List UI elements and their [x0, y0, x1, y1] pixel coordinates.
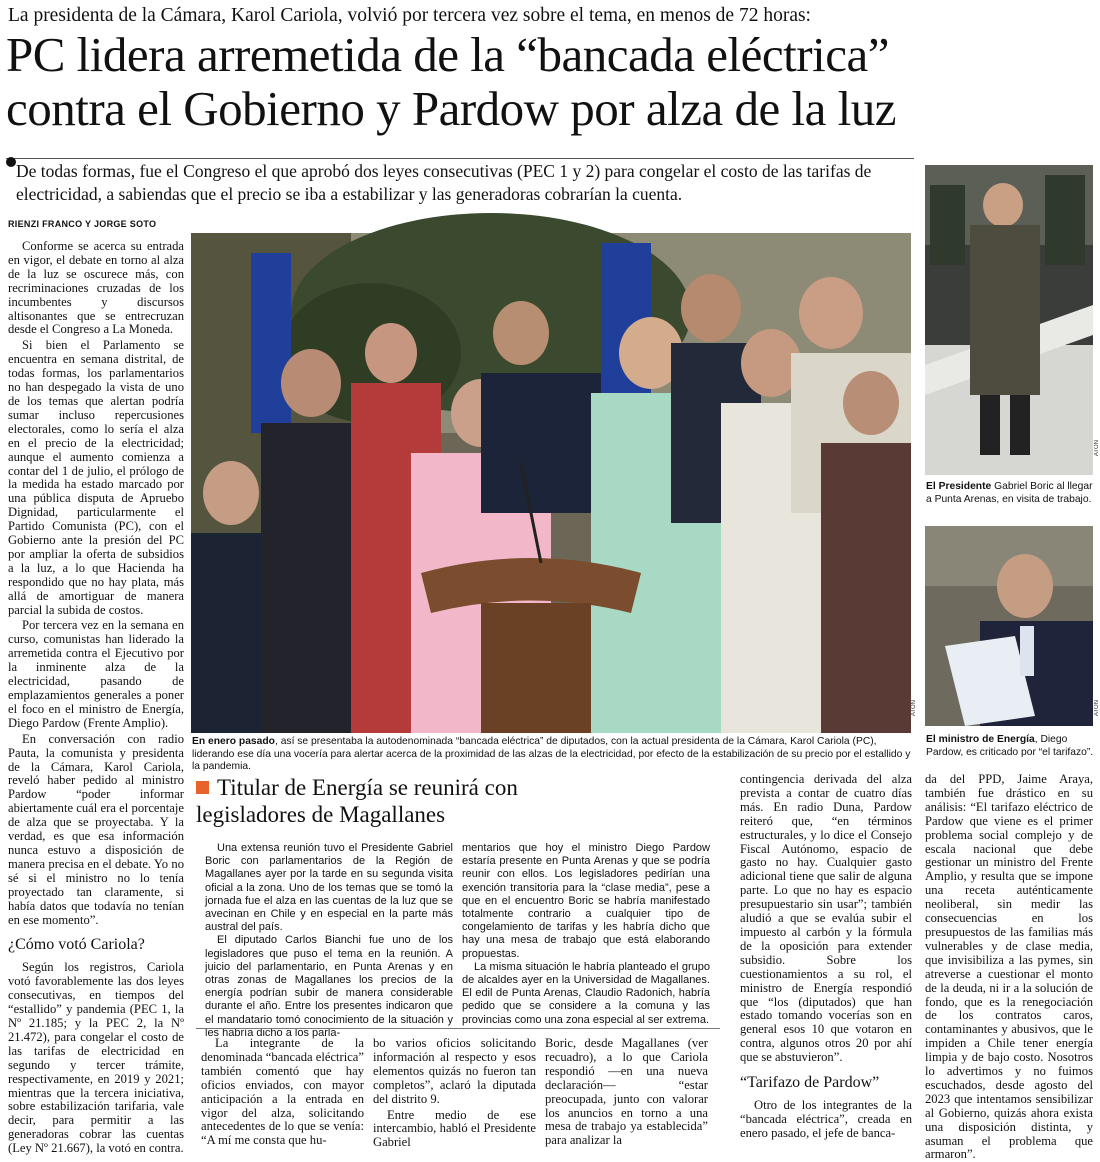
side-photo-1-caption: [926, 481, 1094, 506]
headline: [6, 28, 1096, 136]
paragraph: Otro de los integrantes de la “bancada eléctrica”, creada en enero pasado, el jefe de banca-: [740, 1098, 912, 1140]
caption-lead: En enero pasado: [192, 736, 275, 747]
paragraph: contingencia derivada del alza prevista a contar de cuatro días más. En radio Duna, Pardow reiteró que, “en términos estructurales, y lo dice el Consejo Fiscal Autónomo, espacio de gasto no hay. Cualquier gasto adicional tiene que salir de alguna parte. Lo que no hay es espacio presupuestario sin usar”; también aludió a que se evalúa subir el impuesto al carbón y la fórmula de la oposición para extender subsidio. Sobre los cuestionamientos a su rol, el ministro de Energía respondió que “los (diputados) que han estado tomando vocerías son en general esos 10 que votaron en contra, algunos otros 20 por ahí que se abstuvieron”.: [740, 772, 912, 1065]
paragraph: La integrante de la denominada “bancada eléctrica” también comentó que hay oficios enviados, con mayor anticipación a la entrada en vigor del alza, solicitando antecedentes de lo que se venía: “A mí me consta que hu-: [201, 1036, 364, 1148]
kicker: La presidenta de la Cámara, Karol Cariola, volvió por tercera vez sobre el tema, en menos de 72 horas:: [8, 5, 811, 26]
subhead: ¿Cómo votó Cariola?: [8, 936, 145, 954]
side-photo-president: [925, 165, 1093, 475]
caption-lead: El Presidente: [926, 481, 992, 492]
bullet-dot: [6, 157, 16, 167]
divider: [196, 1028, 720, 1029]
paragraph: Por tercera vez en la semana en curso, comunistas han liderado la arremetida contra el Ejecutivo por la inminente alza de la electricidad, pasando de emplazamientos generales a poner el foco en el ministro de Energía, Diego Pardow (Frente Amplio).: [8, 618, 184, 730]
caption-text: Gabriel Boric al llegar a Punta Arenas, en visita de trabajo.: [926, 481, 1093, 505]
article-column-4: [545, 1036, 708, 1148]
subhead: “Tarifazo de Pardow”: [740, 1074, 880, 1092]
box-headline: [196, 774, 716, 828]
divider: [6, 158, 914, 159]
paragraph: Entre medio de ese intercambio, habló el Presidente Gabriel: [373, 1107, 536, 1150]
side-photo-minister: [925, 526, 1093, 726]
main-photo: [191, 233, 911, 733]
article-column-3: [373, 1036, 536, 1150]
caption-text: , Diego Pardow, es criticado por “el tarifazo”.: [926, 734, 1094, 758]
article-column-1: [8, 239, 184, 1156]
article-column-6: [925, 772, 1093, 1162]
article-column-2: [201, 1036, 364, 1148]
paragraph: bo varios oficios solicitando información al respecto y esos elementos quizás no fueron tan completos”, aclaró la diputada del distrito 9.: [373, 1036, 536, 1106]
paragraph: El diputado Carlos Bianchi fue uno de los legisladores que puso el tema en la reunión. A juicio del parlamentario, en Punta Arenas y en otras zonas de Magallanes los precios de la energía podrían subir de manera considerable durante el año. Entre los presentes indicaron que el mandatario tomó conocimiento de la situación y les habría dicho a los parla-: [205, 934, 453, 1039]
paragraph: Si bien el Parlamento se encuentra en semana distrital, de todas formas, los parlamentarios no han despegado la vista de uno de los temas que alertan podría sumar incluso repercusiones electorales, como lo sería el alza en el precio de la electricidad; aunque el aumento comienza a contar del 1 de julio, el prólogo de la medida ha estado marcado por una pública disputa de Apruebo Dignidad, particularmente el Partido Comunista (PC), con el Gobierno ante la presión del PC por ampliar la oferta de subsidios a la luz, a lo que Hacienda ha respondido que no hay plata, más allá de amortiguar de manera parcial la subida de costos.: [8, 338, 184, 617]
box-column-2: [462, 842, 710, 1027]
paragraph: mentarios que hoy el ministro Diego Pardow estaría presente en Punta Arenas y que se podría reunir con ellos. Los legisladores pedirían una exención transitoria para la “clase media”, pese a que en el encuentro Boric se habría manifestado totalmente contrario a cualquier tipo de congelamiento de tarifas y les habría dicho que hay una mesa de trabajo que está elaborando propuestas.: [462, 842, 710, 960]
headline-line-2: contra el Gobierno y Pardow por alza de la luz: [6, 81, 896, 136]
deck: De todas formas, fue el Congreso el que aprobó dos leyes consecutivas (PEC 1 y 2) para congelar el costo de las tarifas de electricidad, a sabiendas que el precio se iba a estabilizar y las generadoras cobrarían la cuenta.: [16, 161, 872, 204]
side-photo-2-caption: [926, 734, 1094, 759]
paragraph: En conversación con radio Pauta, la comunista y presidenta de la Cámara, Karol Cariola, reveló haber pedido al ministro Pardow “poder informar abiertamente cuál era el porcentaje de alza que se proyectaba. Y la verdad, es que esa información nunca estuvo a disposición de manera precisa en el debate. Yo no sé si el ministro no lo tenía proyectado tan claramente, si había datos que todavía no tenían en ese momento”.: [8, 731, 184, 927]
paragraph: Según los registros, Cariola votó favorablemente las dos leyes consecutivas, en tiempos del “estallido” y pandemia (PEC 1, la Nº 21.185; y la PEC 2, la Nº 21.472), para congelar el costo de las tarifas de electricidad en segundo y tercer trámite, respectivamente, en 2019 y 2021; mientras que la tercera iniciativa, sobre estabilización tarifaria, vale decir, para permitir a las generadoras cobrar las cuentas (Ley Nº 21.667), la votó en contra.: [8, 960, 184, 1156]
paragraph: Boric, desde Magallanes (ver recuadro), a lo que Cariola respondió —en una nueva declaración— “estar preocupada, junto con valorar los anuncios en torno a una mesa de trabajo ya establecida” para analizar la: [545, 1036, 708, 1148]
caption-text: , así se presentaba la autodenominada “bancada eléctrica” de diputados, con la actual presidenta de la Cámara, Karol Cariola (PC), liderando ese día una vocería para alertar acerca de la proximidad de las alzas de la electricidad, por efecto de la estabilización de su precio por el estallido y la pandemia.: [192, 736, 911, 773]
main-photo-caption: [192, 736, 912, 774]
photo-credit: ATON: [911, 700, 917, 717]
photo-credit: ATON: [1094, 700, 1100, 717]
headline-line-1: PC lidera arremetida de la “bancada eléctrica”: [6, 27, 889, 82]
article-column-5: [740, 772, 912, 1140]
paragraph: da del PPD, Jaime Araya, también fue drástico en su análisis: “El tarifazo eléctrico de Pardow que viene es el primer problema social complejo y de escala nacional que debe gestionar un ministro del Frente Amplio, y resulta que se impone una receta auténticamente neoliberal, sin medir las consecuencias en los presupuestos de las familias más vulnerables y de clase media, que invisibiliza a las pymes, sin atreverse a cuestionar el monto de la deuda, ni ir a la solución de fondo, que es la renegociación de los contratos caros, contaminantes y abusivos, que le impiden a Chile tener energía limpia y de bajo costo. Nosotros lo advertimos y no fuimos escuchados, desde agosto del 2023 que intentamos sensibilizar al Gobierno, quizás ahora exista una disposición distinta, y asuman el problema que armaron”.: [925, 772, 1093, 1162]
paragraph: Conforme se acerca su entrada en vigor, el debate en torno al alza de la luz se oscurece más, con recriminaciones cruzadas de los incumbentes y discursos altisonantes que se entrecruzan desde el Congreso a La Moneda.: [8, 239, 184, 337]
orange-square-icon: [196, 781, 209, 794]
box-headline-line-1: Titular de Energía se reunirá con: [196, 774, 716, 801]
paragraph: La misma situación le habría planteado el grupo de alcaldes ayer en la Universidad de Magallanes. El edil de Punta Arenas, Claudio Radonich, habría pedido que se considere a la comuna y las provincias como una zona especial al ser extrema.: [462, 960, 710, 1026]
byline: RIENZI FRANCO Y JORGE SOTO: [8, 219, 157, 229]
caption-lead: El ministro de Energía: [926, 734, 1035, 745]
box-column-1: [205, 842, 453, 1040]
paragraph: Una extensa reunión tuvo el Presidente Gabriel Boric con parlamentarios de la Región de Magallanes ayer por la tarde en su segunda visita oficial a la zona. Uno de los temas que se tomó la jornada fue el alza en las cuentas de la luz que se avecinan en Chile y en especial en la parte más austral del país.: [205, 842, 453, 934]
photo-credit: ATON: [1094, 440, 1100, 457]
box-headline-line-2: legisladores de Magallanes: [196, 802, 446, 827]
